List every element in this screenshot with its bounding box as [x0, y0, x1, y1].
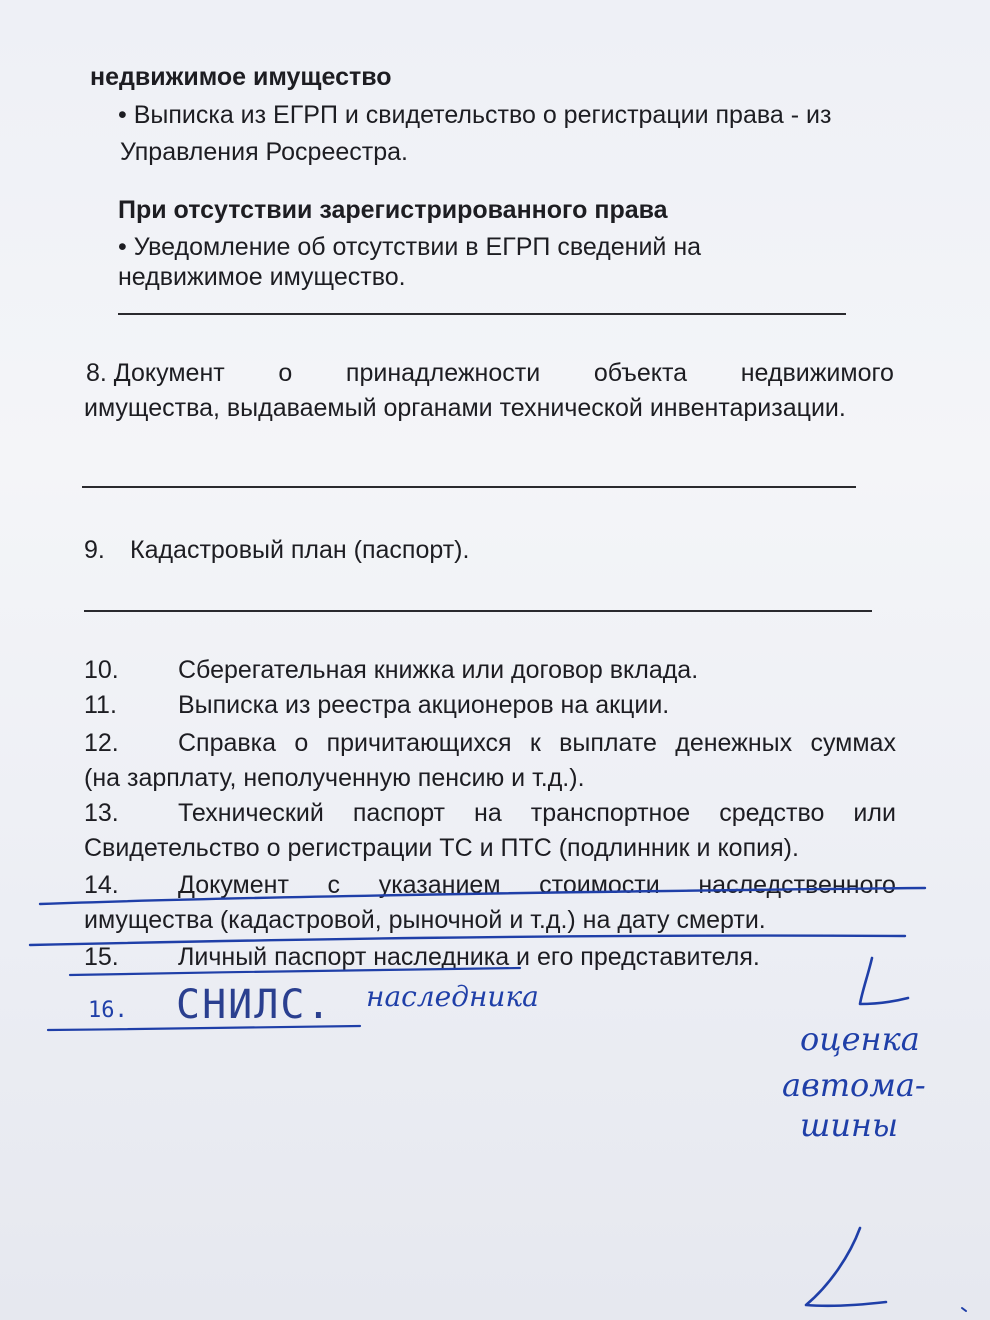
- list-number: 15.: [84, 943, 119, 971]
- word: Справка: [178, 729, 277, 757]
- word: средство: [719, 799, 825, 827]
- ink-dot: [962, 1308, 966, 1311]
- word: денежных: [675, 729, 793, 757]
- word: суммах: [810, 729, 896, 757]
- word: или: [853, 799, 896, 827]
- section-heading: недвижимое имущество: [90, 63, 392, 91]
- list-item-continuation: Свидетельство о регистрации ТС и ПТС (подлинник и копия).: [84, 834, 799, 862]
- section-heading-2: При отсутствии зарегистрированного права: [118, 196, 668, 224]
- ink-underline: [40, 888, 925, 904]
- bullet-line: Управления Росреестра.: [120, 138, 408, 166]
- word: принадлежности: [345, 359, 541, 387]
- word: стоимости: [539, 871, 660, 899]
- list-text: Личный паспорт наследника и его представителя.: [178, 943, 760, 971]
- word: наследственного: [698, 871, 896, 899]
- list-item-continuation: имущества (кадастровой, рыночной и т.д.) на дату смерти.: [84, 906, 766, 934]
- margin-note-line: оценка: [800, 1020, 920, 1058]
- list-text: Кадастровый план (паспорт).: [130, 536, 470, 564]
- word: о: [294, 729, 309, 757]
- word: Документ: [178, 871, 289, 899]
- list-text: Выписка из реестра акционеров на акции.: [178, 691, 670, 719]
- margin-note-line: шины: [800, 1106, 899, 1144]
- word: объекта: [593, 359, 688, 387]
- checkmark-icon: [806, 1228, 886, 1306]
- list-number: 9.: [84, 536, 105, 564]
- bullet-line: • Выписка из ЕГРП и свидетельство о регистрации права - из: [118, 101, 832, 129]
- word: с: [327, 871, 341, 899]
- bullet-line: недвижимое имущество.: [118, 263, 406, 291]
- margin-note-line: автома-: [782, 1066, 926, 1104]
- list-number: 12.: [84, 729, 119, 757]
- list-number: 13.: [84, 799, 119, 827]
- list-number: 11.: [84, 691, 117, 719]
- word: паспорт: [352, 799, 445, 827]
- bullet-line: • Уведомление об отсутствии в ЕГРП сведений на: [118, 233, 702, 261]
- list-number: 14.: [84, 871, 119, 899]
- handwritten-number: 16.: [88, 998, 128, 1023]
- list-item-continuation: (на зарплату, неполученную пенсию и т.д.).: [84, 764, 585, 792]
- ink-underline: [30, 936, 905, 945]
- ink-underline: [70, 968, 520, 975]
- word: к: [529, 729, 541, 757]
- word: Технический: [178, 799, 324, 827]
- word: о: [278, 359, 293, 387]
- word: причитающихся: [326, 729, 512, 757]
- handwritten-item: СНИЛС.: [176, 982, 333, 1028]
- word: указанием: [378, 871, 501, 899]
- list-text: Сберегательная книжка или договор вклада.: [178, 656, 699, 684]
- word: на: [474, 799, 502, 827]
- checkmark-icon: [860, 958, 908, 1004]
- word: недвижимого: [740, 359, 894, 387]
- handwritten-note: наследника: [366, 980, 539, 1013]
- list-item-8-line2: имущества, выдаваемый органами технической инвентаризации.: [84, 394, 846, 422]
- list-number: 10.: [84, 656, 119, 684]
- word: транспортное: [530, 799, 691, 827]
- word: 8. Документ: [86, 359, 225, 387]
- word: выплате: [559, 729, 657, 757]
